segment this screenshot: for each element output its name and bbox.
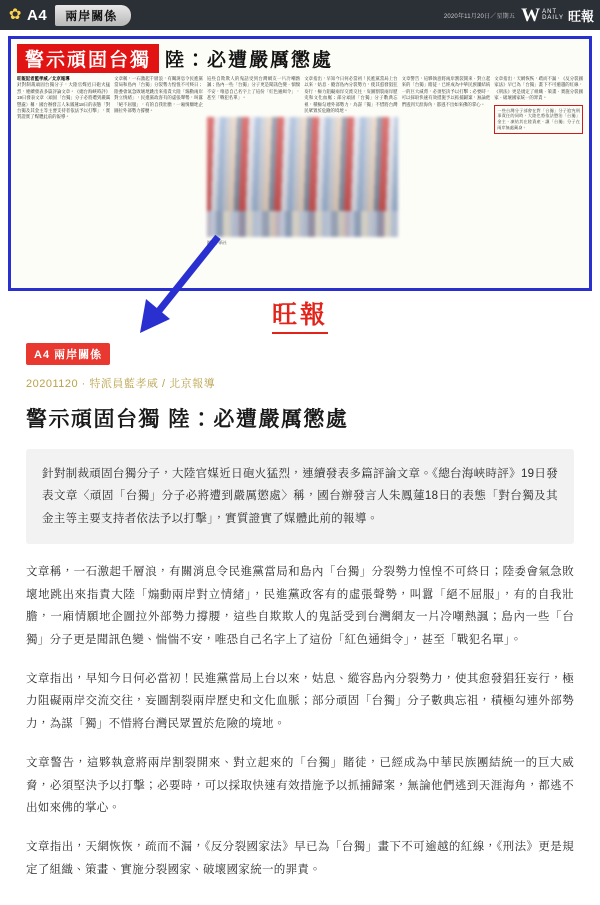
clipping-columns bbox=[11, 76, 589, 284]
clipping-headline bbox=[17, 44, 583, 73]
section-label: 兩岸關係 bbox=[55, 5, 131, 26]
logo-line-daily: DAILY bbox=[542, 15, 564, 21]
article-paragraph-2: 文章指出，早知今日何必當初！民進黨當局上台以來，姑息、縱容島內分裂勢力，使其愈發猖狂妄行，極力阻礙兩岸交流交往，妄圖割裂兩岸歷史和文化血脈；部分頑固「台獨」分子數典忘祖，積極勾連外部勢力，為謀「獨」不惜將台灣民眾置於危險的境地。 bbox=[26, 672, 574, 730]
newspaper-clipping-image bbox=[8, 36, 592, 291]
clipping-column-2: 文章稱，一石激起千層浪，有關消息令民進黨當局和島內「台獨」分裂勢力惶惶不可終日；陸委會氣急敗壞地跳出來指責大陸「煽動兩岸對立情緒」，民進黨政客有的虛張聲勢，叫囂「絕不屈服」，有的自我壯膽，一廂情願地企圖拉外部勢力撐腰。 bbox=[114, 76, 203, 113]
clipping-middle-block bbox=[207, 76, 398, 284]
logo-chinese-name: 旺報 bbox=[567, 8, 594, 24]
logo-letter-w: W bbox=[521, 4, 541, 26]
newspaper-masthead-bar bbox=[0, 0, 600, 30]
article-body bbox=[0, 337, 600, 881]
clipping-photo bbox=[207, 117, 398, 237]
article-paragraph-3: 文章警告，這夥執意將兩岸割裂開來、對立起來的「台獨」賭徒，已經成為中華民族團結統一的巨大威脅，必須堅決予以打擊；必要時，可以採取快速有效措施予以抓捕歸案，無論他們逃到天涯海角，都逃不出如來佛的掌心。 bbox=[26, 757, 574, 815]
clipping-lead-byline: 旺報記者藍孝威／北京報導 bbox=[17, 76, 70, 81]
wantdaily-logo bbox=[521, 6, 594, 25]
clipping-column-3: 這些自欺欺人的鬼話受到台灣網友一片冷嘲熱諷；島內一些「台獨」分子更是聞訊色變、惴惴不安，唯恐自己名字上了這份「紅色通緝令」，甚至「戰犯名單」。 bbox=[206, 76, 301, 101]
article-summary: 針對制裁頑固台獨分子，大陸官媒近日砲火猛烈，連續發表多篇評論文章。《總台海峽時評》19日發表文章〈頑固「台獨」分子必將遭到嚴厲懲處〉稱，國台辦發言人朱鳳蓮18日的表態「對台獨及其金主等主要支持者依法予以打擊」，實質證實了媒體此前的報導。 bbox=[26, 449, 574, 544]
clipping-middle-text bbox=[207, 76, 398, 114]
logo-and-arrow-zone bbox=[0, 291, 600, 337]
article-paragraph-4: 文章指出，天網恢恢，疏而不漏，《反分裂國家法》早已為「台獨」畫下不可逾越的紅線，《刑法》更是規定了組織、策畫、實施分裂國家、破壞國家統一的罪責。 bbox=[26, 841, 574, 876]
clipping-photo-caption: 圖／中新社 bbox=[206, 240, 227, 246]
page-number-label: A4 bbox=[27, 6, 48, 24]
logo-line-ant: ANT bbox=[542, 9, 558, 15]
masthead-date: 2020年11月20日／星期五 bbox=[443, 13, 516, 20]
clipping-column-4: 文章指出，早知今日何必當初！民進黨當局上台以來，姑息、縱容島內分裂勢力，使其愈發猖狂妄行，極力阻礙兩岸交流交往，妄圖割裂兩岸歷史和文化血脈；部分頑固「台獨」分子數典忘祖，積極勾連外部勢力，為謀「獨」不惜將台灣民眾置於危險的境地。 bbox=[304, 76, 398, 113]
wangbao-logo: 旺報 bbox=[272, 295, 328, 334]
logo-wordmark bbox=[542, 9, 564, 21]
article-byline: 20201120 · 特派員藍孝威 / 北京報導 bbox=[26, 378, 216, 390]
clipping-headline-red: 警示頑固台獨 bbox=[17, 44, 159, 73]
article-headline: 警示頑固台獨 陸：必遭嚴厲懲處 bbox=[26, 408, 349, 431]
clipping-boxed-note: 一些台灣分子部會在對「台獨」分子追究刑事責任的同時，大陸也將依法懲治「台獨」金主，凍結其在陸資產，讓「台獨」分子在兩岸無處藏身。 bbox=[494, 105, 583, 135]
category-tag[interactable]: A4 兩岸關係 bbox=[26, 343, 110, 365]
clipping-column-1 bbox=[17, 76, 110, 284]
clipping-column-5: 文章警告，這夥執意將兩岸割裂開來、對立起來的「台獨」賭徒，已經成為中華民族團結統一的巨大威脅，必須堅決予以打擊；必要時，可以採取快速有效措施予以抓捕歸案，無論他們逃到天涯海角，都逃不出如來佛的掌心。 bbox=[401, 76, 491, 107]
flower-icon: ✿ bbox=[8, 6, 22, 23]
clipping-column-1-text: 針對制裁頑固台獨分子，大陸官媒近日砲火猛烈，連續發表多篇評論文章。《總台海峽時評》19日發表文章〈頑固「台獨」分子必將遭到嚴厲懲處〉稱，國台辦發言人朱鳳蓮18日的表態「對台獨及其金主等主要支持者依法予以打擊」，實質證實了媒體此前的報導。 bbox=[17, 82, 111, 120]
clipping-column-6 bbox=[494, 76, 583, 284]
article-paragraph-1: 文章稱，一石激起千層浪，有關消息令民進黨當局和島內「台獨」分裂勢力惶惶不可終日；陸委會氣急敗壞地跳出來指責大陸「煽動兩岸對立情緒」，民進黨政客有的虛張聲勢，叫囂「絕不屈服」，有的自我壯膽，一廂情願地企圖拉外部勢力撐腰，這些自欺欺人的鬼話受到台灣網友一片冷嘲熱諷；島內一些「台獨」分子更是聞訊色變、惴惴不安，唯恐自己名字上了這份「紅色通緝令」，甚至「戰犯名單」。 bbox=[26, 566, 574, 646]
clipping-column-6-text: 文章指出，天網恢恢，疏而不漏，《反分裂國家法》早已為「台獨」畫下不可逾越的紅線，《刑法》更是規定了組織、策畫、實施分裂國家、破壞國家統一的罪責。 bbox=[494, 76, 583, 101]
clipping-headline-black: 陸：必遭嚴厲懲處 bbox=[165, 50, 334, 71]
